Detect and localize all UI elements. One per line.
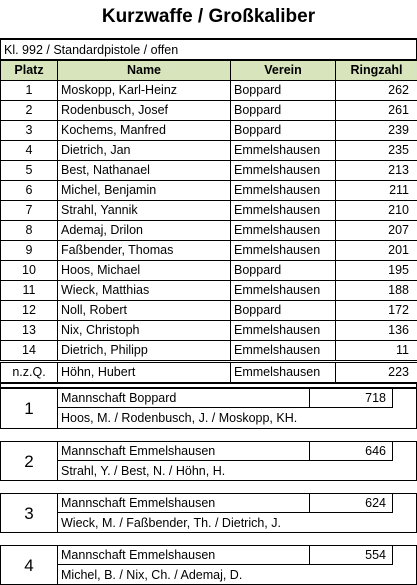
cell-name: Ademaj, Drilon [58, 221, 231, 241]
table-row [1, 181, 417, 201]
cell-platz: 7 [1, 201, 58, 221]
cell-platz: 10 [1, 261, 58, 281]
cell-ringzahl: 261 [336, 101, 417, 121]
cell-verein: Boppard [231, 261, 336, 281]
team-members: Michel, B. / Nix, Ch. / Ademaj, D. [58, 566, 408, 585]
cell-ringzahl: 195 [336, 261, 417, 281]
cell-platz: 13 [1, 321, 58, 341]
cell-platz: 9 [1, 241, 58, 261]
team-rank: 3 [1, 494, 58, 533]
table-row [1, 221, 417, 241]
column-header-verein: Verein [231, 61, 336, 81]
cell-verein: Emmelshausen [231, 221, 336, 241]
cell-name: Wieck, Matthias [58, 281, 231, 301]
table-row [1, 161, 417, 181]
cell-name: Nix, Christoph [58, 321, 231, 341]
cell-platz: 1 [1, 81, 58, 101]
team-block-4 [0, 545, 417, 585]
table-row [1, 121, 417, 141]
cell-name: Michel, Benjamin [58, 181, 231, 201]
cell-verein: Boppard [231, 81, 336, 101]
cell-verein: Emmelshausen [231, 241, 336, 261]
cell-name: Strahl, Yannik [58, 201, 231, 221]
team-rank: 4 [1, 546, 58, 585]
team-block-2 [0, 441, 417, 481]
team-rank: 1 [1, 389, 58, 428]
cell-ringzahl: 11 [336, 341, 417, 362]
cell-verein: Boppard [231, 301, 336, 321]
cell-verein: Emmelshausen [231, 341, 336, 362]
cell-verein: Emmelshausen [231, 281, 336, 301]
cell-name: Dietrich, Jan [58, 141, 231, 161]
table-row [1, 201, 417, 221]
team-block-1 [0, 389, 417, 429]
table-row [1, 261, 417, 281]
team-score: 554 [310, 546, 393, 565]
class-subtitle: Kl. 992 / Standardpistole / offen [0, 40, 417, 60]
team-name: Mannschaft Emmelshausen [58, 494, 310, 513]
team-members: Strahl, Y. / Best, N. / Höhn, H. [58, 462, 408, 481]
cell-verein: Emmelshausen [231, 201, 336, 221]
team-name: Mannschaft Emmelshausen [58, 442, 310, 461]
table-row [1, 321, 417, 341]
cell-name: Moskopp, Karl-Heinz [58, 81, 231, 101]
team-members: Hoos, M. / Rodenbusch, J. / Moskopp, KH. [58, 409, 408, 428]
cell-verein: Emmelshausen [231, 161, 336, 181]
cell-verein: Boppard [231, 101, 336, 121]
cell-name: Kochems, Manfred [58, 121, 231, 141]
cell-platz: 8 [1, 221, 58, 241]
cell-verein: Emmelshausen [231, 321, 336, 341]
column-header-platz: Platz [1, 61, 58, 81]
table-row [1, 341, 417, 362]
cell-ringzahl: 211 [336, 181, 417, 201]
team-members: Wieck, M. / Faßbender, Th. / Dietrich, J. [58, 514, 408, 533]
cell-platz: 11 [1, 281, 58, 301]
cell-name: Rodenbusch, Josef [58, 101, 231, 121]
team-name: Mannschaft Boppard [58, 389, 310, 408]
cell-name: Höhn, Hubert [58, 362, 231, 383]
table-row [1, 81, 417, 101]
cell-name: Noll, Robert [58, 301, 231, 321]
cell-platz: 2 [1, 101, 58, 121]
cell-platz: 12 [1, 301, 58, 321]
table-row [1, 141, 417, 161]
team-score: 718 [310, 389, 393, 408]
cell-ringzahl: 188 [336, 281, 417, 301]
cell-ringzahl: 223 [336, 362, 417, 383]
cell-ringzahl: 239 [336, 121, 417, 141]
cell-verein: Emmelshausen [231, 362, 336, 383]
table-row [1, 301, 417, 321]
cell-name: Best, Nathanael [58, 161, 231, 181]
cell-platz: 14 [1, 341, 58, 362]
cell-platz: n.z.Q. [1, 362, 58, 383]
team-score: 624 [310, 494, 393, 513]
table-header-row [1, 61, 417, 81]
cell-verein: Emmelshausen [231, 141, 336, 161]
cell-ringzahl: 207 [336, 221, 417, 241]
cell-name: Faßbender, Thomas [58, 241, 231, 261]
cell-platz: 3 [1, 121, 58, 141]
cell-verein: Emmelshausen [231, 181, 336, 201]
cell-ringzahl: 136 [336, 321, 417, 341]
cell-ringzahl: 201 [336, 241, 417, 261]
cell-ringzahl: 262 [336, 81, 417, 101]
cell-ringzahl: 213 [336, 161, 417, 181]
column-header-name: Name [58, 61, 231, 81]
team-block-3 [0, 493, 417, 533]
cell-ringzahl: 172 [336, 301, 417, 321]
cell-name: Dietrich, Philipp [58, 341, 231, 362]
cell-verein: Boppard [231, 121, 336, 141]
column-header-ringzahl: Ringzahl [336, 61, 417, 81]
cell-ringzahl: 210 [336, 201, 417, 221]
cell-ringzahl: 235 [336, 141, 417, 161]
results-table [0, 60, 417, 383]
table-row [1, 101, 417, 121]
page-title: Kurzwaffe / Großkaliber [0, 0, 417, 38]
results-sheet [0, 38, 417, 585]
team-score: 646 [310, 442, 393, 461]
table-row [1, 281, 417, 301]
team-name: Mannschaft Emmelshausen [58, 546, 310, 565]
cell-name: Hoos, Michael [58, 261, 231, 281]
cell-platz: 6 [1, 181, 58, 201]
table-row [1, 241, 417, 261]
table-row-nzq [1, 362, 417, 383]
cell-platz: 5 [1, 161, 58, 181]
cell-platz: 4 [1, 141, 58, 161]
team-rank: 2 [1, 442, 58, 481]
